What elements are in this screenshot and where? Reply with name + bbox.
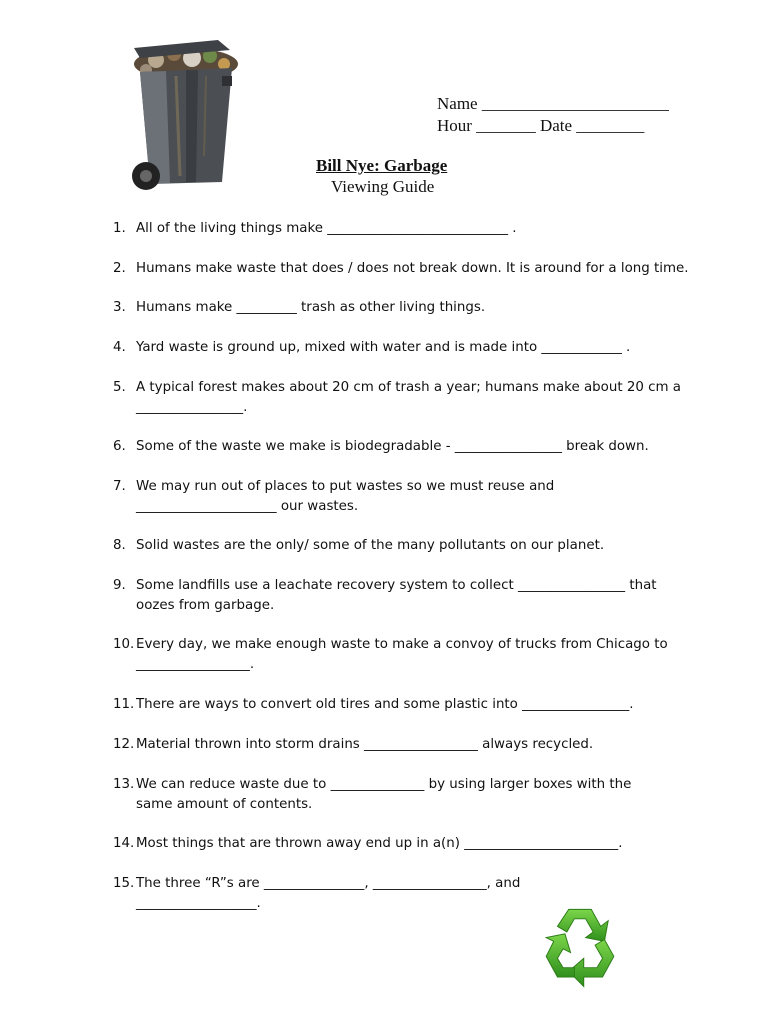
question-number: 1. [113,221,126,236]
name-field-line: Name ______________________ [437,94,669,113]
question-number: 12. [113,737,135,752]
question-number: 13. [113,777,135,792]
question-text: A typical forest makes about 20 cm of trash a year; humans make about 20 cm a ________________. [136,380,682,415]
question-text: We may run out of places to put wastes so we must reuse and _____________________ our wastes. [136,479,555,514]
question-number: 14. [113,836,135,851]
question-text: Yard waste is ground up, mixed with water and is made into ____________ . [136,340,631,355]
question-item [113,536,698,556]
question-item [113,635,698,675]
question-text: Humans make waste that does / does not break down. It is around for a long time. [136,261,689,276]
question-item [113,775,698,815]
garbage-can-icon [126,36,246,198]
recycle-symbol-icon [533,900,627,994]
question-text: Most things that are thrown away end up in a(n) _______________________. [136,836,623,851]
question-number: 9. [113,578,126,593]
question-number: 6. [113,439,126,454]
question-text: We can reduce waste due to ______________ by using larger boxes with the same amount of contents. [136,777,632,812]
question-item [113,834,698,854]
question-text: Some of the waste we make is biodegradable - ________________ break down. [136,439,649,454]
question-number: 7. [113,479,126,494]
question-item [113,437,698,457]
question-text: There are ways to convert old tires and some plastic into ________________. [136,697,634,712]
question-number: 3. [113,300,126,315]
question-item [113,338,698,358]
question-text: Some landfills use a leachate recovery system to collect ________________ that oozes from garbage. [136,578,657,613]
hour-date-field-line: Hour _______ Date ________ [437,116,645,135]
question-number: 4. [113,340,126,355]
question-number: 2. [113,261,126,276]
question-item [113,298,698,318]
question-text: Humans make _________ trash as other living things. [136,300,486,315]
question-text: The three “R”s are _______________, _________________, and __________________. [136,876,521,911]
question-number: 8. [113,538,126,553]
question-item [113,378,698,418]
question-text: Every day, we make enough waste to make a convoy of trucks from Chicago to _________________. [136,637,668,672]
question-item [113,695,698,715]
question-text: Material thrown into storm drains _________________ always recycled. [136,737,594,752]
page-title: Bill Nye: Garbage [316,156,448,175]
question-number: 11. [113,697,135,712]
question-number: 15. [113,876,135,891]
question-number: 10. [113,637,135,652]
question-item [113,735,698,755]
question-text: All of the living things make ___________________________ . [136,221,517,236]
question-text: Solid wastes are the only/ some of the many pollutants on our planet. [136,538,605,553]
question-item [113,477,698,517]
question-item [113,219,698,239]
page-subtitle: Viewing Guide [331,177,435,196]
question-item [113,259,698,279]
question-item [113,576,698,616]
question-number: 5. [113,380,126,395]
